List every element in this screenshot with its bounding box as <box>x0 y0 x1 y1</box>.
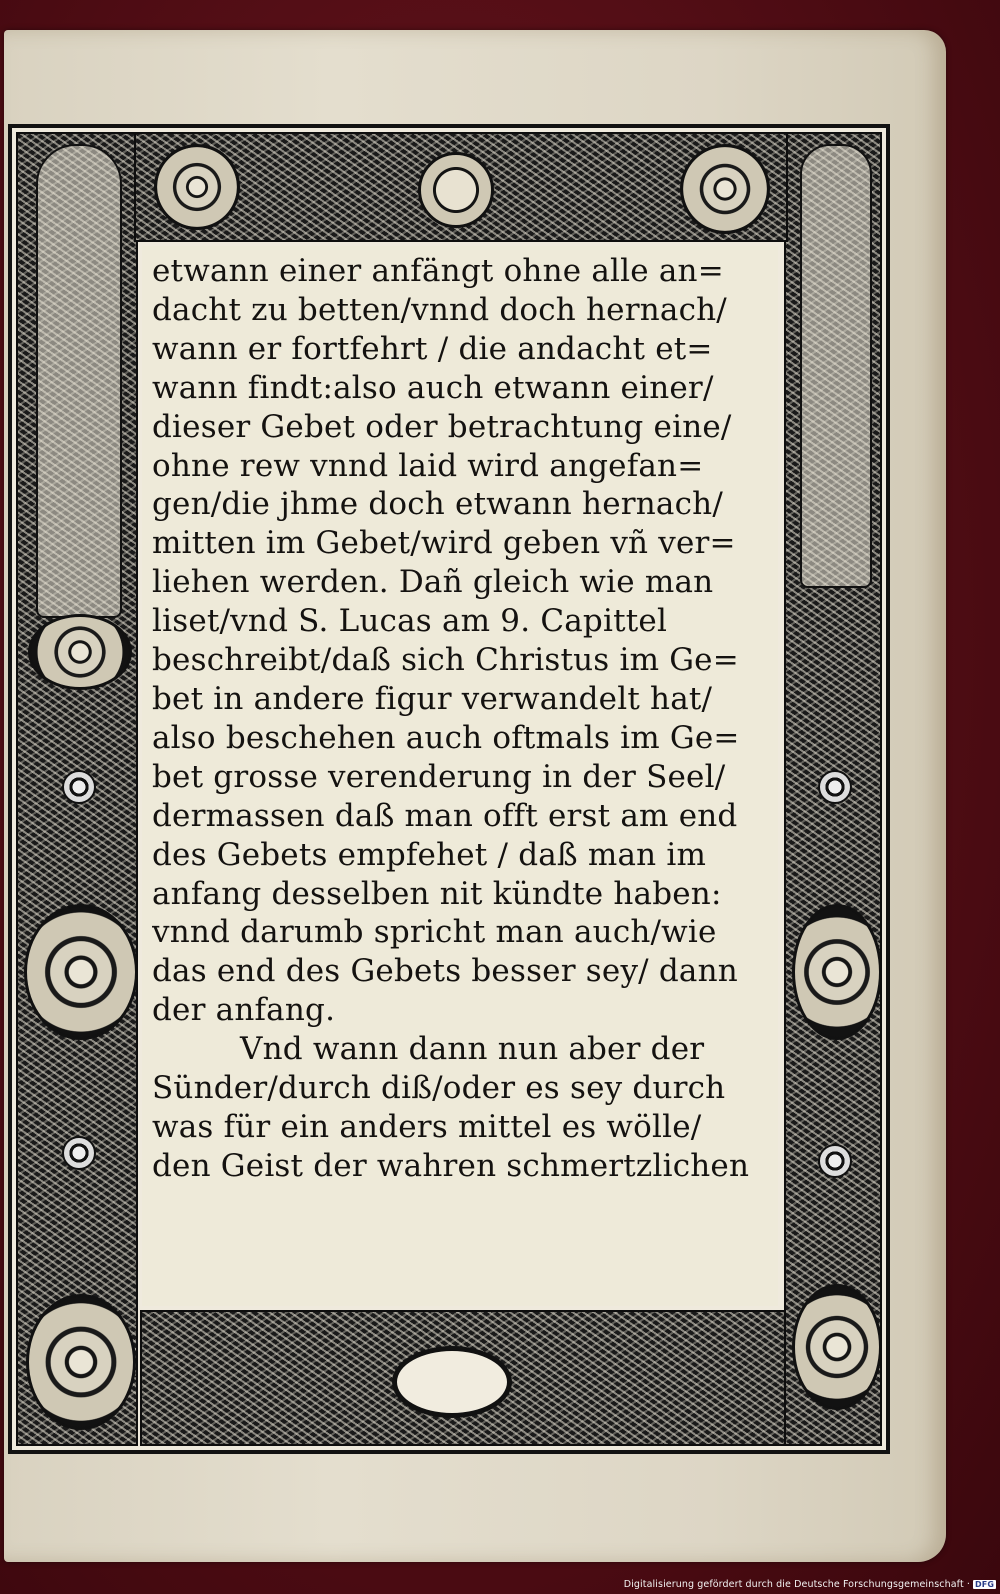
rosette-icon <box>818 1144 852 1178</box>
digitization-credit <box>624 1579 996 1590</box>
text-line: das end des Gebets besser sey/ dann <box>152 953 738 990</box>
right-border-panel <box>784 132 882 1446</box>
text-line: dermassen daß man offt erst am end <box>152 797 738 834</box>
text-line: ohne rew vnnd laid wird angefan= <box>152 447 704 484</box>
text-line: bet grosse verenderung in der Seel/ <box>152 758 726 795</box>
text-line: vnnd darumb spricht man auch/wie <box>152 914 717 951</box>
woodcut-border-frame <box>8 124 890 1454</box>
text-line: anfang desselben nit kündte haben: <box>152 875 722 912</box>
madonna-figure-icon <box>36 144 122 618</box>
text-area <box>142 246 778 1306</box>
text-line: wann er fortfehrt / die andacht et= <box>152 330 713 367</box>
text-line: bet in andere figur verwandelt hat/ <box>152 680 713 717</box>
text-line: was für ein anders mittel es wölle/ <box>152 1108 702 1145</box>
text-line: dacht zu betten/vnnd doch hernach/ <box>152 291 727 328</box>
left-border-panel <box>16 132 138 1446</box>
text-line: etwann einer anfängt ohne alle an= <box>152 253 724 289</box>
dfg-logo: DFG <box>975 1580 994 1589</box>
blackletter-text-block <box>152 252 778 1186</box>
text-line: liehen werden. Dañ gleich wie man <box>152 564 714 601</box>
text-line: Vnd wann dann nun aber der <box>240 1031 705 1068</box>
text-line: beschreibt/daß sich Christus im Ge= <box>152 642 739 679</box>
credit-text: Digitalisierung gefördert durch die Deutsche Forschungsgemeinschaft · <box>623 1579 971 1590</box>
text-line: der anfang. <box>152 992 336 1029</box>
rosette-icon <box>818 770 852 804</box>
bottom-border-panel <box>140 1310 786 1446</box>
oval-cartouche-icon <box>392 1346 512 1418</box>
text-line: des Gebets empfehet / daß man im <box>152 836 707 873</box>
border-medallion-icon <box>792 904 882 1040</box>
book-page <box>4 30 946 1562</box>
text-line: mitten im Gebet/wird geben vñ ver= <box>152 525 736 562</box>
text-line: wann findt:also auch etwann einer/ <box>152 369 714 406</box>
top-border-panel <box>134 132 788 242</box>
border-medallion-icon <box>28 614 132 690</box>
border-medallion-icon <box>792 1284 882 1410</box>
sun-face-icon <box>418 152 494 228</box>
text-line: gen/die jhme doch etwann hernach/ <box>152 486 723 523</box>
rosette-icon <box>62 1136 96 1170</box>
text-line: den Geist der wahren schmertzlichen <box>152 1147 750 1184</box>
text-line: Sünder/durch diß/oder es sey durch <box>152 1070 726 1107</box>
border-medallion-icon <box>26 1294 136 1430</box>
text-line: dieser Gebet oder betrachtung eine/ <box>152 408 732 445</box>
border-medallion-icon <box>24 904 138 1040</box>
text-line: liset/vnd S. Lucas am 9. Capittel <box>152 603 668 640</box>
saint-figure-icon <box>800 144 872 588</box>
rosette-icon <box>62 770 96 804</box>
text-line: also beschehen auch oftmals im Ge= <box>152 719 740 756</box>
star-medallion-icon <box>154 144 240 230</box>
flower-medallion-icon <box>680 144 770 234</box>
